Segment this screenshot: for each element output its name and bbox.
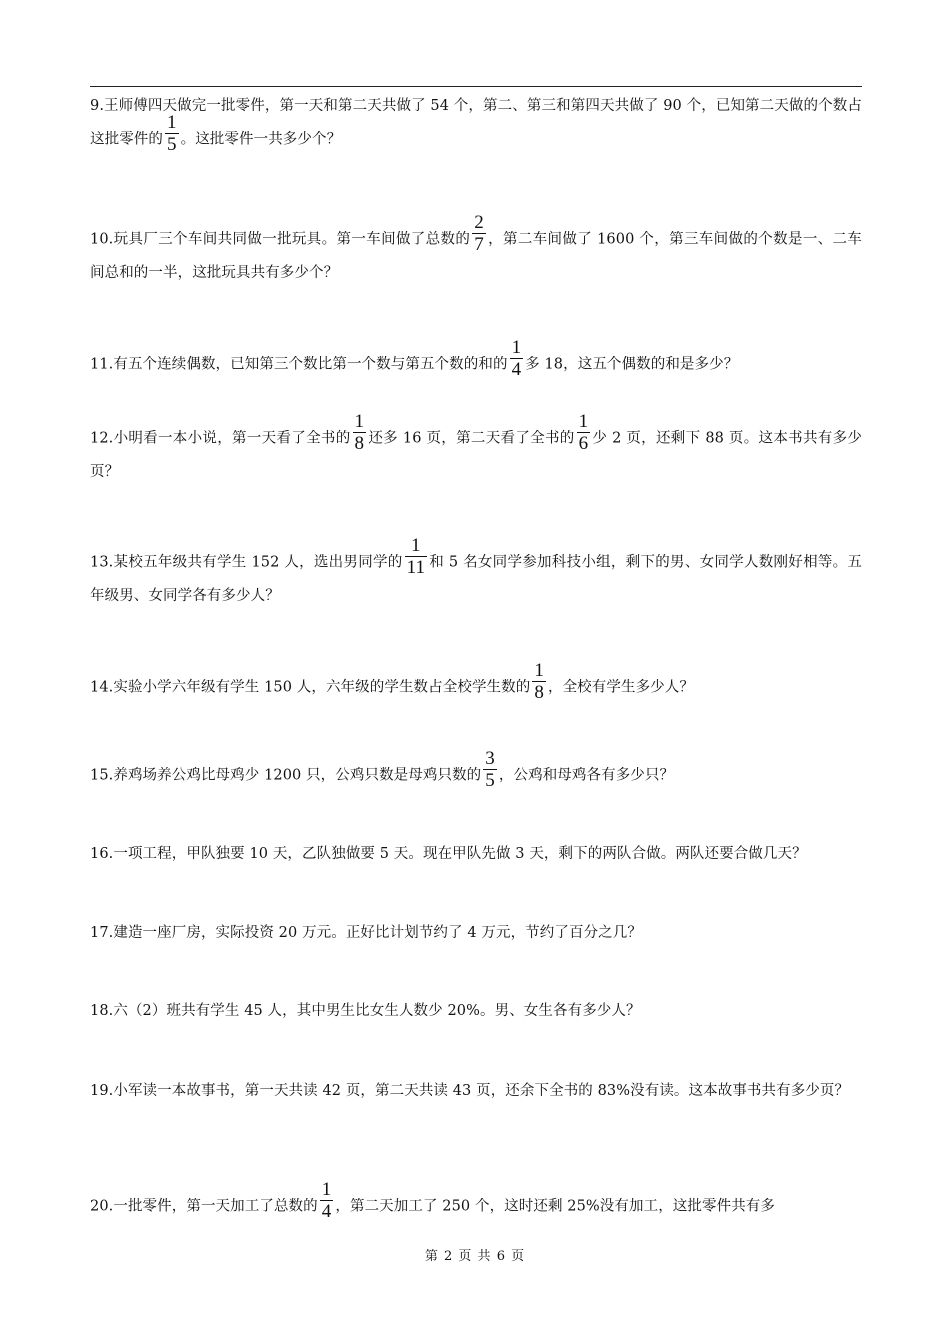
question-13-text-after: 和 5 名女同学参加科技小组，剩下的男、女同学人数刚好相等。五年级男、女同学各有多少人？ <box>90 554 863 604</box>
question-11 <box>90 337 862 382</box>
question-20-text-after: ，第二天加工了 250 个，这时还剩 25%没有加工，这批零件共有多 <box>335 1198 776 1215</box>
question-18-text: 18.六（2）班共有学生 45 人，其中男生比女生人数少 20%。男、女生各有多少人？ <box>90 1003 641 1019</box>
question-15-text-after: ，公鸡和母鸡各有多少只？ <box>498 767 675 784</box>
question-15-text-before: 15.养鸡场养公鸡比母鸡少 1200 只，公鸡只数是母鸡只数的 <box>90 767 482 784</box>
question-12-text-after: 少 2 页，还剩下 88 页。这本书共有多少页？ <box>90 430 862 480</box>
question-14-text-before: 14.实验小学六年级有学生 150 人，六年级的学生数占全校学生数的 <box>90 679 531 696</box>
question-16 <box>90 838 862 871</box>
question-16-text: 16.一项工程，甲队独要 10 天，乙队独做要 5 天。现在甲队先做 3 天，剩下的两队合做。两队还要合做几天？ <box>90 846 807 862</box>
question-17-text: 17.建造一座厂房，实际投资 20 万元。正好比计划节约了 4 万元，节约了百分之几？ <box>90 925 642 941</box>
fraction-1-4: $\frac{1}{4}$ <box>511 337 522 380</box>
fraction-1-4-b: $\frac{1}{4}$ <box>321 1179 332 1222</box>
question-9-text-after: 。这批零件一共多少个？ <box>180 131 342 148</box>
fraction-1-11: $\frac{1}{11}$ <box>406 535 426 578</box>
question-9-text-before: 9.王师傅四天做完一批零件，第一天和第二天共做了 54 个，第二、第三和第四天共做了 90 个，已知第二天做的个数占这批零件的 <box>90 98 862 148</box>
fraction-3-5: $\frac{3}{5}$ <box>485 748 495 791</box>
question-9 <box>90 90 862 157</box>
page-footer: 第 2 页 共 6 页 <box>424 1249 526 1264</box>
fraction-1-6: $\frac{1}{6}$ <box>578 411 589 454</box>
question-18 <box>90 995 862 1028</box>
question-10 <box>90 212 862 290</box>
question-10-text-after: ，第二车间做了 1600 个，第三车间做的个数是一、二车间总和的一半，这批玩具共有多少个？ <box>90 231 862 281</box>
question-12-text-before: 12.小明看一本小说，第一天看了全书的 <box>90 430 351 447</box>
question-15 <box>90 748 862 793</box>
fraction-1-8-b: $\frac{1}{8}$ <box>534 660 544 703</box>
question-13-text-before: 13.某校五年级共有学生 152 人，选出男同学的 <box>90 554 403 571</box>
question-20-text-before: 20.一批零件，第一天加工了总数的 <box>90 1198 318 1215</box>
question-10-text-before: 10.玩具厂三个车间共同做一批玩具。第一车间做了总数的 <box>90 231 471 248</box>
fraction-2-7: $\frac{2}{7}$ <box>474 212 484 255</box>
question-12-text-middle: 还多 16 页，第二天看了全书的 <box>368 430 575 447</box>
fraction-1-5: $\frac{1}{5}$ <box>167 112 177 155</box>
question-14 <box>90 660 862 705</box>
header-rule <box>90 86 862 87</box>
question-11-text-after: 多 18，这五个偶数的和是多少？ <box>525 356 739 373</box>
fraction-1-8: $\frac{1}{8}$ <box>354 411 365 454</box>
question-14-text-after: ，全校有学生多少人？ <box>547 679 694 696</box>
question-13 <box>90 535 863 613</box>
question-11-text-before: 11.有五个连续偶数，已知第三个数比第一个数与第五个数的和的 <box>90 356 508 373</box>
question-20 <box>90 1179 862 1224</box>
question-17 <box>90 917 862 950</box>
question-19-text: 19.小军读一本故事书，第一天共读 42 页，第二天共读 43 页，还余下全书的 83%没有读。这本故事书共有多少页？ <box>90 1083 850 1099</box>
question-12 <box>90 411 862 489</box>
question-19 <box>90 1075 862 1108</box>
